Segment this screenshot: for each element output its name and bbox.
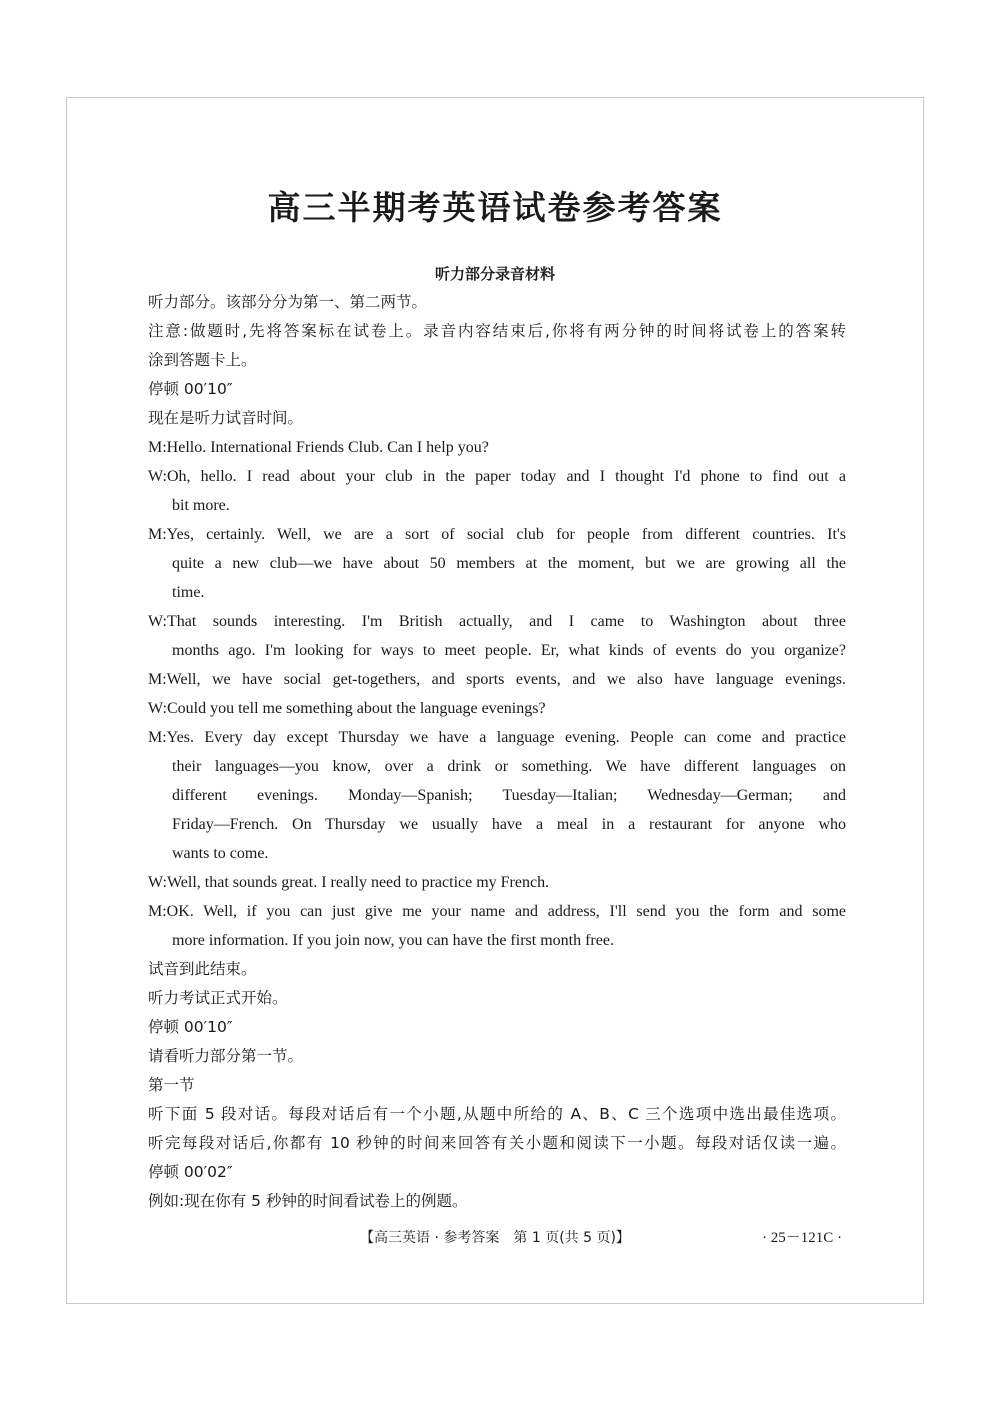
- text-line: 注意:做题时,先将答案标在试卷上。录音内容结束后,你将有两分钟的时间将试卷上的答案转: [148, 322, 846, 340]
- dialogue-continuation: more information. If you join now, you can have the first month free.: [172, 932, 614, 949]
- text-line: 涂到答题卡上。: [148, 351, 257, 369]
- text-line: 听完每段对话后,你都有 10 秒钟的时间来回答有关小题和阅读下一小题。每段对话仅读一遍。: [148, 1134, 846, 1152]
- dialogue-line: M:Hello. International Friends Club. Can I help you?: [148, 439, 489, 456]
- dialogue-line: M:Yes, certainly. Well, we are a sort of social club for people from different countries. It's: [148, 526, 846, 543]
- dialogue-line: M:Well, we have social get-togethers, and sports events, and we also have language evenings.: [148, 671, 846, 688]
- dialogue-line: M:Yes. Every day except Thursday we have a language evening. People can come and practice: [148, 729, 846, 746]
- dialogue-line: W:Well, that sounds great. I really need to practice my French.: [148, 874, 550, 891]
- footer-code: · 25－121C ·: [762, 1230, 842, 1246]
- page-footer: [66, 1226, 924, 1250]
- pause-marker: 停顿 00′02″: [148, 1163, 233, 1181]
- subsection-label: 第一节: [148, 1076, 195, 1094]
- dialogue-continuation: their languages—you know, over a drink or something. We have different languages on: [172, 758, 846, 775]
- dialogue-line: W:Could you tell me something about the language evenings?: [148, 700, 546, 717]
- text-line: 请看听力部分第一节。: [148, 1047, 304, 1065]
- dialogue-continuation: wants to come.: [172, 845, 269, 862]
- dialogue-line: W:That sounds interesting. I'm British actually, and I came to Washington about three: [148, 613, 846, 630]
- document-body: [148, 288, 846, 1216]
- dialogue-line: W:Oh, hello. I read about your club in the paper today and I thought I'd phone to find out a: [148, 468, 846, 485]
- dialogue-continuation: quite a new club—we have about 50 members at the moment, but we are growing all the: [172, 555, 846, 572]
- text-line: 听力考试正式开始。: [148, 989, 288, 1007]
- text-line: 听下面 5 段对话。每段对话后有一个小题,从题中所给的 A、B、C 三个选项中选出最佳选项。: [148, 1105, 846, 1123]
- text-line: 试音到此结束。: [148, 960, 257, 978]
- dialogue-continuation: time.: [172, 584, 205, 601]
- text-line: 听力部分。该部分分为第一、第二两节。: [148, 293, 428, 311]
- text-line: 现在是听力试音时间。: [148, 409, 304, 427]
- dialogue-continuation: bit more.: [172, 497, 230, 514]
- pause-marker: 停顿 00′10″: [148, 1018, 233, 1036]
- pause-marker: 停顿 00′10″: [148, 380, 233, 398]
- dialogue-continuation: months ago. I'm looking for ways to meet people. Er, what kinds of events do you organize?: [172, 642, 846, 659]
- dialogue-continuation: different evenings. Monday—Spanish; Tuesday—Italian; Wednesday—German; and: [172, 787, 846, 804]
- footer-page-info: 【高三英语 · 参考答案 第 1 页(共 5 页)】: [360, 1230, 630, 1246]
- dialogue-line: M:OK. Well, if you can just give me your name and address, I'll send you the form and some: [148, 903, 846, 920]
- document-title: 高三半期考英语试卷参考答案: [267, 188, 723, 227]
- dialogue-continuation: Friday—French. On Thursday we usually have a meal in a restaurant for anyone who: [172, 816, 846, 833]
- text-line: 例如:现在你有 5 秒钟的时间看试卷上的例题。: [148, 1192, 468, 1210]
- section-heading: 听力部分录音材料: [434, 265, 555, 283]
